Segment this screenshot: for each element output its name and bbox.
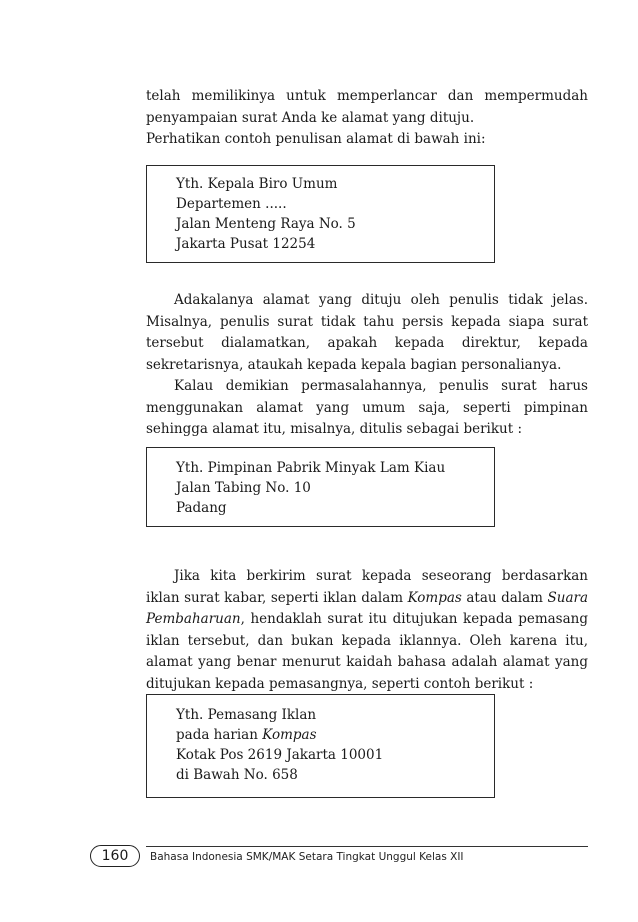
address-line: Jakarta Pusat 12254 <box>176 236 316 252</box>
newspaper-name: Suara Pembaharuan <box>146 589 588 627</box>
paragraph-newspaper-ad: Jika kita berkirim surat kepada seseorang berdasarkan iklan surat kabar, seperti iklan dalam Kompas atau dalam Suara Pembaharuan, hendaklah surat itu ditujukan kepada pemasang iklan tersebut, dan bukan kepada iklannya. Oleh karena itu, alamat yang benar menurut kaidah bahasa adalah alamat yang ditujukan kepada pemasangnya, seperti contoh berikut : <box>146 568 588 692</box>
address-line: Departemen ..... <box>176 196 287 212</box>
footer-rule <box>146 846 588 847</box>
paragraph-unclear-address: Adakalanya alamat yang dituju oleh penulis tidak jelas. Misalnya, penulis surat tidak tahu persis kepada siapa surat tersebut dialamatkan, apakah kepada direktur, kepada sekretarisnya, ataukah kepada kepala bagian personalianya. <box>146 292 588 373</box>
paragraph-intro: telah memilikinya untuk memperlancar dan mempermudah penyampaian surat Anda ke alamat yang dituju. <box>146 88 588 126</box>
footer-book-title: Bahasa Indonesia SMK/MAK Setara Tingkat Unggul Kelas XII <box>150 851 464 863</box>
address-line: Padang <box>176 500 227 516</box>
address-line: Jalan Menteng Raya No. 5 <box>176 216 356 232</box>
paragraph-example-lead: Perhatikan contoh penulisan alamat di bawah ini: <box>146 131 486 147</box>
address-line: Yth. Pimpinan Pabrik Minyak Lam Kiau <box>176 460 446 476</box>
address-line: Yth. Pemasang Iklan <box>176 707 317 723</box>
address-box-2 <box>146 447 495 527</box>
address-box-3 <box>146 694 495 798</box>
address-line: Yth. Kepala Biro Umum <box>176 176 338 192</box>
newspaper-name: Kompas <box>407 589 462 606</box>
address-line: Kotak Pos 2619 Jakarta 10001 <box>176 747 384 763</box>
newspaper-name: Kompas <box>262 727 317 743</box>
address-line: Jalan Tabing No. 10 <box>176 480 311 496</box>
address-box-1 <box>146 165 495 263</box>
address-line: pada harian Kompas <box>176 727 317 743</box>
address-line: di Bawah No. 658 <box>176 767 298 783</box>
paragraph-general-address: Kalau demikian permasalahannya, penulis surat harus menggunakan alamat yang umum saja, seperti pimpinan sehingga alamat itu, misalnya, ditulis sebagai berikut : <box>146 378 588 437</box>
page-number: 160 <box>90 845 140 867</box>
